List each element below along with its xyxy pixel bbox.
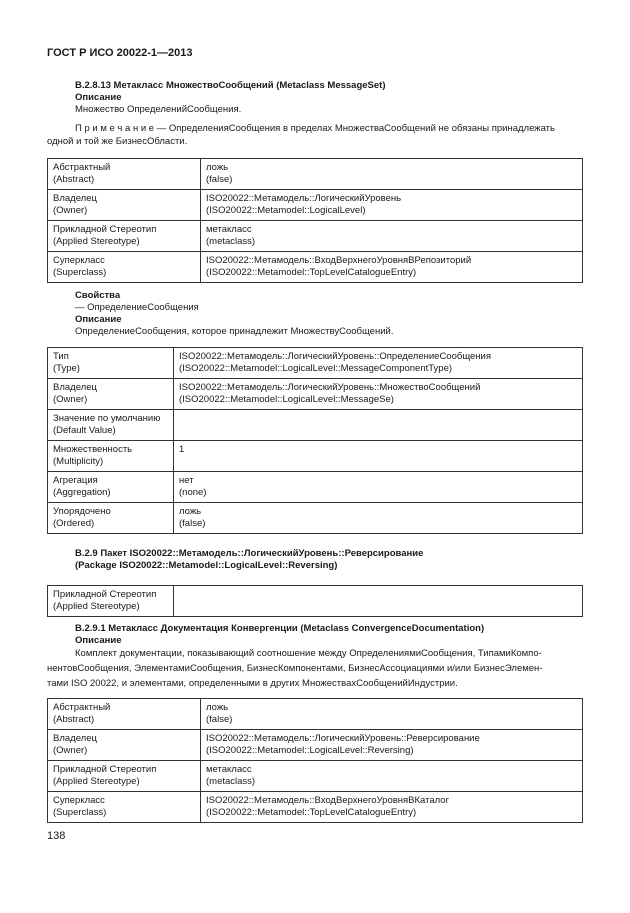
property-value-cell	[201, 792, 583, 823]
value-en: (metaclass)	[206, 776, 256, 787]
page-number: 138	[47, 830, 66, 842]
table-row	[48, 441, 583, 472]
name-ru: Владелец	[53, 382, 97, 393]
table-row	[48, 472, 583, 503]
property-value-cell	[201, 190, 583, 221]
table-row	[48, 379, 583, 410]
value-en: (ISO20022::Metamodel::TopLevelCatalogueEntry)	[206, 267, 417, 278]
description-label: Описание	[75, 92, 122, 103]
name-ru: Владелец	[53, 193, 97, 204]
property-item: — ОпределениеСообщения	[75, 302, 199, 313]
section-title: B.2.8.13 Метакласс МножествоСообщений (Metaclass MessageSet)	[75, 80, 386, 91]
property-name-cell	[48, 379, 174, 410]
value-en	[179, 425, 577, 437]
value-en	[179, 456, 577, 468]
property-value-cell	[174, 472, 583, 503]
table-row	[48, 410, 583, 441]
property-value-cell	[174, 586, 583, 617]
value-ru: ISO20022::Метамодель::ЛогическийУровень::МножествоСообщений	[179, 382, 481, 393]
property-value-cell	[201, 730, 583, 761]
value-ru: ложь	[206, 702, 229, 713]
property-value-cell	[201, 252, 583, 283]
name-ru: Агрегация	[53, 475, 98, 486]
name-ru: Абстрактный	[53, 702, 111, 713]
name-en: (Superclass)	[53, 267, 107, 278]
property-value-cell	[174, 410, 583, 441]
table-row	[48, 159, 583, 190]
property-value-cell	[201, 221, 583, 252]
name-ru: Владелец	[53, 733, 97, 744]
description-text: Множество ОпределенийСообщения.	[75, 104, 242, 115]
name-en: (Default Value)	[53, 425, 116, 436]
property-name-cell	[48, 190, 201, 221]
metaclass-table-2	[47, 698, 583, 823]
value-ru	[179, 589, 577, 601]
value-en: (metaclass)	[206, 236, 256, 247]
name-ru: Значение по умолчанию	[53, 413, 161, 424]
table-row	[48, 761, 583, 792]
name-en: (Type)	[53, 363, 80, 374]
value-en: (ISO20022::Metamodel::LogicalLevel::MessageSe)	[179, 394, 394, 405]
value-ru: ISO20022::Метамодель::ВходВерхнегоУровняВРепозиторий	[206, 255, 472, 266]
name-en: (Aggregation)	[53, 487, 111, 498]
value-ru: ложь	[179, 506, 202, 517]
metaclass-table-1	[47, 158, 583, 283]
value-ru: метакласс	[206, 764, 252, 775]
name-en: (Abstract)	[53, 714, 95, 725]
property-name-cell	[48, 586, 174, 617]
table-row	[48, 586, 583, 617]
value-ru: ISO20022::Метамодель::ЛогическийУровень::Реверсирование	[206, 733, 480, 744]
property-name-cell	[48, 472, 174, 503]
value-ru: 1	[179, 444, 185, 455]
value-en: (false)	[206, 174, 233, 185]
description-label: Описание	[75, 314, 122, 325]
description-paragraph: Комплект документации, показывающий соотношение между ОпределениямиСообщения, ТипамиКомпо- нентовСообщения, ЭлементамиСообщения, БизнесКомпонентами, БизнесАссоциациями и/или БизнесЭлемен- тами ISO 20022, и элементами, определенными в других МножествахСообщенийИндустрии.	[47, 648, 543, 689]
value-ru: метакласс	[206, 224, 252, 235]
value-en: (ISO20022::Metamodel::LogicalLevel::Reversing)	[206, 745, 414, 756]
name-en: (Applied Stereotype)	[53, 601, 140, 612]
table-row	[48, 190, 583, 221]
table-row	[48, 503, 583, 534]
table-row	[48, 792, 583, 823]
property-value-cell	[201, 159, 583, 190]
section-title: B.2.9.1 Метакласс Документация Конвергенции (Metaclass ConvergenceDocumentation)	[75, 623, 485, 634]
property-name-cell	[48, 503, 174, 534]
name-ru: Множественность	[53, 444, 133, 455]
property-name-cell	[48, 761, 201, 792]
value-en: (ISO20022::Metamodel::LogicalLevel)	[206, 205, 366, 216]
value-ru: ложь	[206, 162, 229, 173]
property-name-cell	[48, 159, 201, 190]
property-value-cell	[174, 379, 583, 410]
name-ru: Прикладной Стереотип	[53, 589, 157, 600]
table-row	[48, 699, 583, 730]
name-en: (Applied Stereotype)	[53, 776, 140, 787]
note-line-1: П р и м е ч а н и е — ОпределенияСообщения в пределах МножестваСообщений не обязаны принадлежать	[75, 123, 555, 134]
property-value-cell	[174, 503, 583, 534]
property-name-cell	[48, 730, 201, 761]
value-ru: ISO20022::Метамодель::ВходВерхнегоУровняВКаталог	[206, 795, 450, 806]
property-name-cell	[48, 252, 201, 283]
description-label: Описание	[75, 635, 122, 646]
table-row	[48, 252, 583, 283]
property-value-cell	[174, 441, 583, 472]
value-en	[179, 601, 577, 613]
table-row	[48, 730, 583, 761]
name-en: (Abstract)	[53, 174, 95, 185]
property-name-cell	[48, 348, 174, 379]
name-ru: Суперкласс	[53, 255, 105, 266]
value-ru: нет	[179, 475, 194, 486]
value-ru: ISO20022::Метамодель::ЛогическийУровень	[206, 193, 402, 204]
property-table	[47, 347, 583, 534]
table-row	[48, 221, 583, 252]
value-ru: ISO20022::Метамодель::ЛогическийУровень::ОпределениеСообщения	[179, 351, 492, 362]
value-en: (false)	[206, 714, 233, 725]
properties-label: Свойства	[75, 290, 121, 301]
property-name-cell	[48, 441, 174, 472]
name-en: (Owner)	[53, 745, 88, 756]
property-value-cell	[201, 699, 583, 730]
value-en: (none)	[179, 487, 207, 498]
name-en: (Owner)	[53, 205, 88, 216]
name-ru: Суперкласс	[53, 795, 105, 806]
name-ru: Прикладной Стереотип	[53, 764, 157, 775]
name-en: (Multiplicity)	[53, 456, 104, 467]
name-en: (Owner)	[53, 394, 88, 405]
name-en: (Applied Stereotype)	[53, 236, 140, 247]
name-ru: Абстрактный	[53, 162, 111, 173]
running-header: ГОСТ Р ИСО 20022-1—2013	[47, 47, 193, 59]
section-title: B.2.9 Пакет ISO20022::Метамодель::ЛогическийУровень::Реверсирование	[75, 548, 424, 559]
name-en: (Ordered)	[53, 518, 95, 529]
property-name-cell	[48, 792, 201, 823]
description-text: ОпределениеСообщения, которое принадлежит МножествуСообщений.	[75, 326, 394, 337]
section-title-en: (Package ISO20022::Metamodel::LogicalLevel::Reversing)	[75, 560, 338, 571]
property-value-cell	[174, 348, 583, 379]
property-name-cell	[48, 221, 201, 252]
value-en: (false)	[179, 518, 206, 529]
name-en: (Superclass)	[53, 807, 107, 818]
property-value-cell	[201, 761, 583, 792]
name-ru: Тип	[53, 351, 69, 362]
table-row	[48, 348, 583, 379]
note-line-2: одной и той же БизнесОбласти.	[47, 136, 188, 147]
property-name-cell	[48, 699, 201, 730]
value-en: (ISO20022::Metamodel::LogicalLevel::MessageComponentType)	[179, 363, 453, 374]
name-ru: Упорядочено	[53, 506, 111, 517]
value-ru	[179, 413, 577, 425]
value-en: (ISO20022::Metamodel::TopLevelCatalogueEntry)	[206, 807, 417, 818]
property-name-cell	[48, 410, 174, 441]
name-ru: Прикладной Стереотип	[53, 224, 157, 235]
package-table	[47, 585, 583, 617]
